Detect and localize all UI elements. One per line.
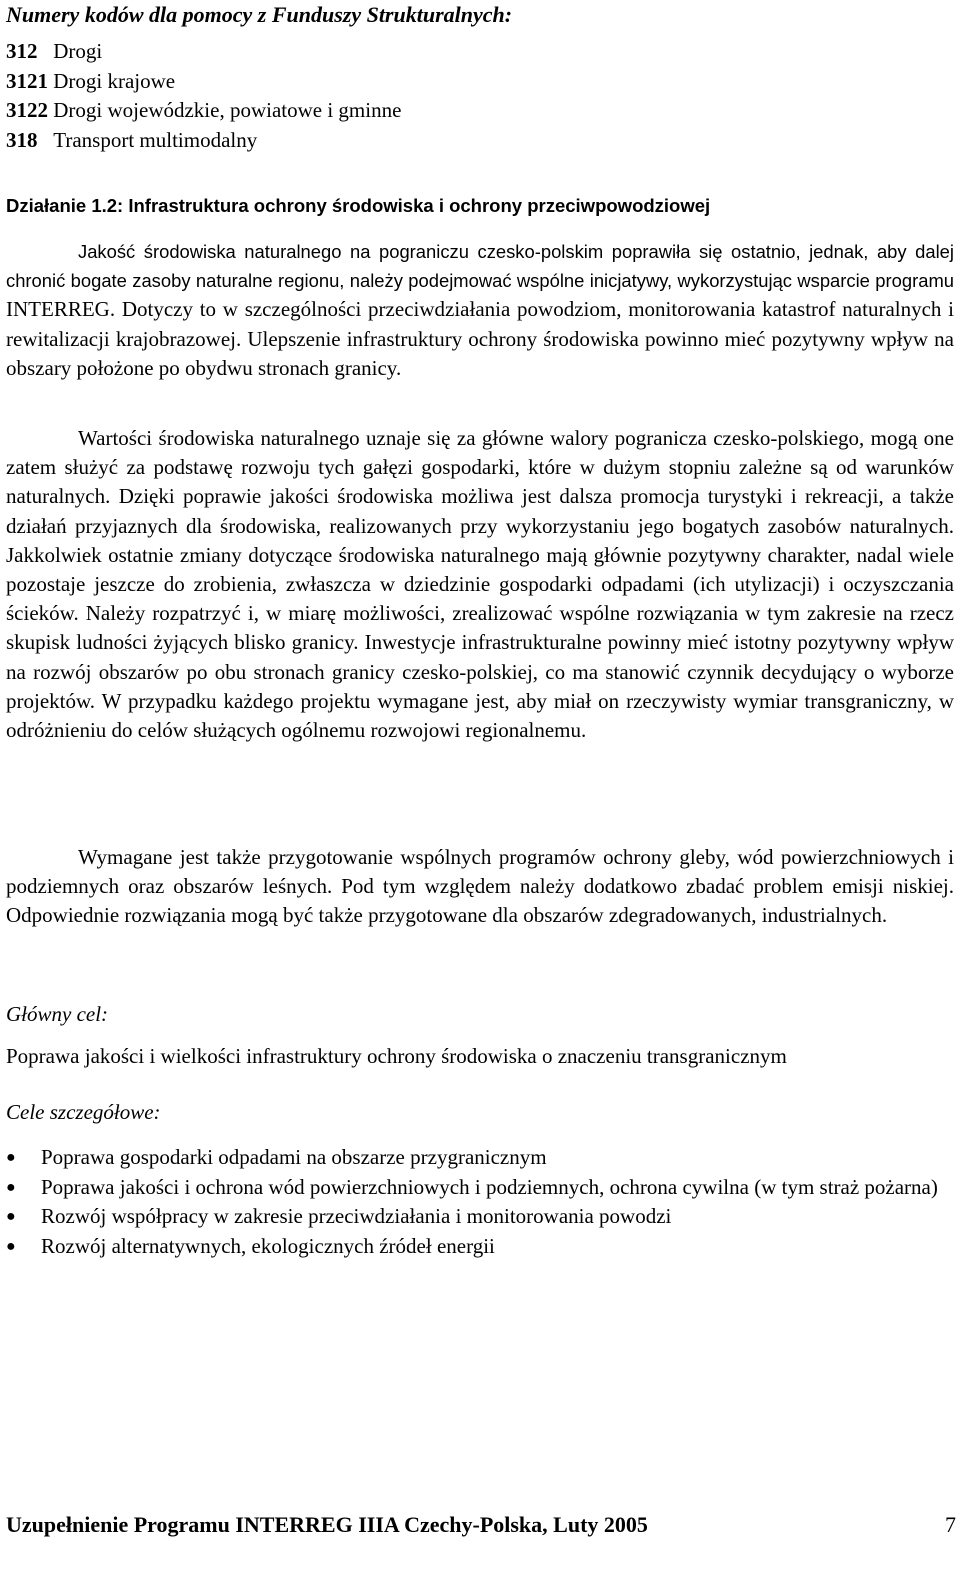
objectives-list [6,1143,954,1262]
page-number: 7 [945,1512,956,1537]
objective-text: Poprawa jakości i ochrona wód powierzchniowych i podziemnych, ochrona cywilna (w tym straż pożarna) [41,1174,938,1199]
main-goal-text: Poprawa jakości i wielkości infrastruktury ochrony środowiska o znaczeniu transgranicznym [6,1044,787,1068]
section-heading: Działanie 1.2: Infrastruktura ochrony środowiska i ochrony przeciwpowodziowej [6,195,711,216]
code-item [6,67,401,97]
objective-text: Rozwój współpracy w zakresie przeciwdziałania i monitorowania powodzi [41,1204,672,1229]
code-label: Drogi krajowe [53,68,176,93]
page-title: Numery kodów dla pomocy z Funduszy Strukturalnych: [6,2,513,27]
list-item [6,1202,954,1232]
code-number: 318 [6,127,38,152]
objectives-label: Cele szczegółowe: [6,1100,161,1124]
code-label: Transport multimodalny [53,127,258,152]
code-label: Drogi wojewódzkie, powiatowe i gminne [53,98,402,122]
code-list [6,37,401,155]
code-label: Drogi [53,39,103,63]
objective-text: Rozwój alternatywnych, ekologicznych źródeł energii [41,1234,495,1259]
paragraph-intro-part-sans: Jakość środowiska naturalnego na pograniczu czesko-polskim poprawiła się ostatnio, jednak, aby dalej chronić bogate zasoby naturalne regionu, należy podejmować wspólne inicjatywy, wykorzystując wsparcie programu [6,241,954,292]
code-number: 3122 [6,98,48,122]
code-number: 3121 [6,68,48,93]
bullet-icon: ● [6,1238,16,1256]
paragraph-soil-water: Wymagane jest także przygotowanie wspólnych programów ochrony gleby, wód powierzchniowych i podziemnych oraz obszarów leśnych. Pod tym względem należy dodatkowo zbadać problem emisji niskiej. Odpowiednie rozwiązania mogą być także przygotowane dla obszarów zdegradowanych, industrialnych. [6,845,954,928]
bullet-icon: ● [6,1178,16,1196]
bullet-icon: ● [6,1149,16,1166]
footer-text: Uzupełnienie Programu INTERREG IIIA Czechy-Polska, Luty 2005 [6,1512,648,1537]
list-item [6,1232,954,1262]
code-item [6,96,401,126]
bullet-icon: ● [6,1208,16,1226]
code-item [6,126,401,156]
page-footer [6,1511,954,1539]
code-number: 312 [6,39,38,63]
paragraph-intro-part-serif: INTERREG. Dotyczy to w szczególności przeciwdziałania powodziom, monitorowania katastrof naturalnych i rewitalizacji krajobrazowej. Ulepszenie infrastruktury ochrony środowiska powinno mieć pozytywny wpływ na obszary położone po obydwu stronach granicy. [6,297,954,380]
paragraph-environment-values: Wartości środowiska naturalnego uznaje się za główne walory pogranicza czesko-polskiego, mogą one zatem służyć za podstawę rozwoju tych gałęzi gospodarki, które w dużym stopniu zależne są od warunków naturalnych. Dzięki poprawie jakości środowiska możliwa jest dalsza promocja turystyki i rekreacji, a także działań przyjaznych dla środowiska, realizowanych przy wykorzystaniu jego bogatych zasobów naturalnych. Jakkolwiek ostatnie zmiany dotyczące środowiska naturalnego mają głównie pozytywny charakter, nadal wiele pozostaje jeszcze do zrobienia, zwłaszcza w dziedzinie gospodarki odpadami (ich utylizacji) i oczyszczania ścieków. Należy rozpatrzyć i, w miarę możliwości, zrealizować wspólne rozwiązania w tym zakresie na rzecz skupisk ludności żyjących blisko granicy. Inwestycje infrastrukturalne powinny mieć istotny pozytywny wpływ na rozwój obszarów po obu stronach granicy czesko-polskiej, co ma stanowić czynnik decydujący o wyborze projektów. W przypadku każdego projektu wymagane jest, aby miał on rzeczywisty wymiar transgraniczny, w odróżnieniu do celów służących ogólnemu rozwojowi regionalnemu. [6,426,954,743]
paragraph-intro [6,237,954,383]
list-item [6,1143,954,1173]
main-goal-label: Główny cel: [6,1002,109,1026]
list-item [6,1173,954,1203]
code-item [6,37,401,67]
objective-text: Poprawa gospodarki odpadami na obszarze przygranicznym [41,1145,547,1169]
